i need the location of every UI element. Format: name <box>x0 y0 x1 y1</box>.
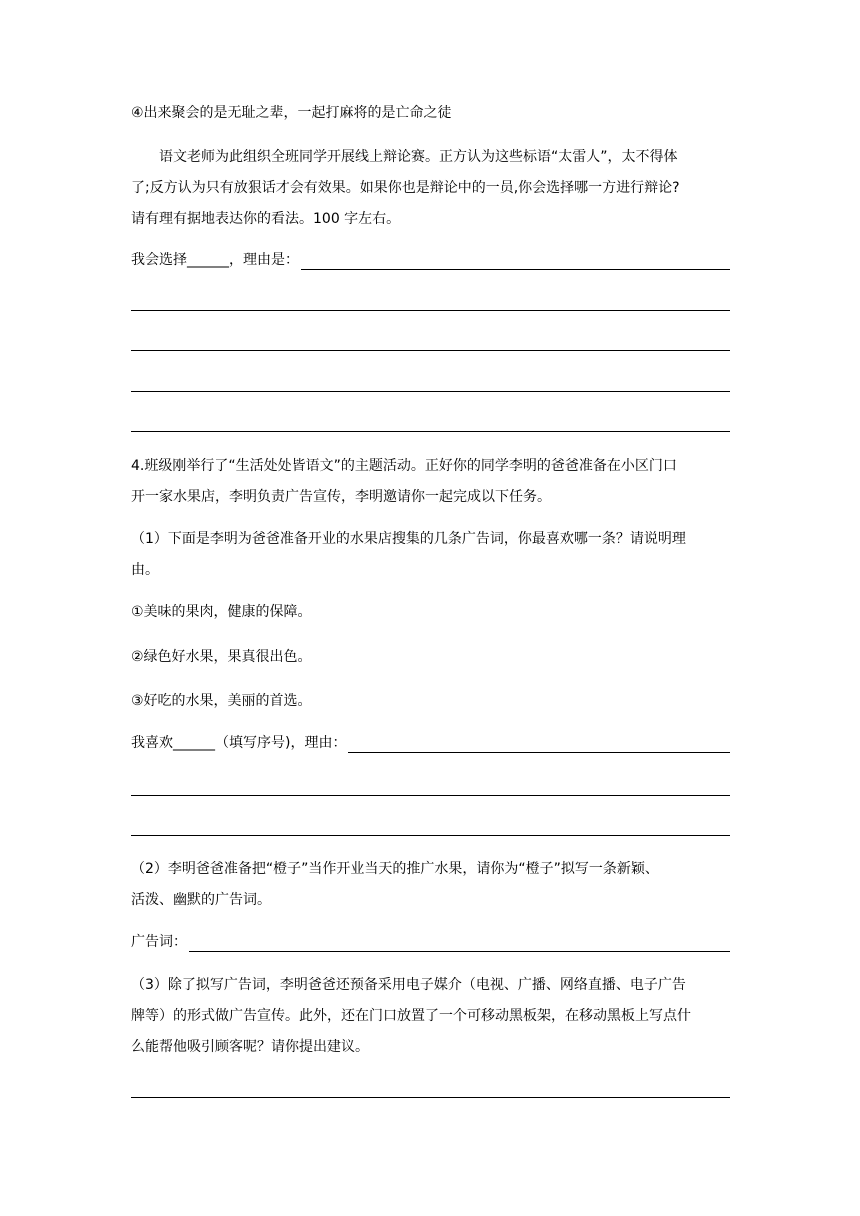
q3-answer-line[interactable] <box>301 251 730 270</box>
q3-prompt-line-3: 请有理有据地表达你的看法。100 字左右。 <box>131 211 401 227</box>
q4-part1-line-2: 由。 <box>131 562 159 578</box>
q4-part1-answer-line[interactable] <box>348 734 730 753</box>
q3-prompt-line-2: 了;反方认为只有放狠话才会有效果。如果你也是辩论中的一员,你会选择哪一方进行辩论? <box>131 180 680 196</box>
q4-part1-line-1: （1）下面是李明为爸爸准备开业的水果店搜集的几条广告词，你最喜欢哪一条？请说明理 <box>131 531 686 547</box>
q4-part2-answer-row <box>131 932 730 952</box>
q4-part2-answer-label: 广告词： <box>131 934 187 950</box>
q3-answer-line-5[interactable] <box>131 431 730 432</box>
q3-answer-label: 我会选择______，理由是： <box>131 252 299 268</box>
q4-part3-line-2: 牌等）的形式做广告宣传。此外，还在门口放置了一个可移动黑板架，在移动黑板上写点什 <box>131 1008 691 1024</box>
q3-answer-line-2[interactable] <box>131 310 730 311</box>
q4-part1-answer-line-2[interactable] <box>131 795 730 796</box>
q4-option-3: ③好吃的水果，美丽的首选。 <box>131 693 312 709</box>
q4-option-1: ①美味的果肉，健康的保障。 <box>131 604 312 620</box>
q4-intro-line-1: 4.班级刚举行了“生活处处皆语文”的主题活动。正好你的同学李明的爸爸准备在小区门口 <box>131 458 677 474</box>
q4-part1-answer-line-3[interactable] <box>131 835 730 836</box>
q3-answer-line-3[interactable] <box>131 350 730 351</box>
q4-part3-answer-line[interactable] <box>131 1097 730 1098</box>
q3-answer-row <box>131 250 730 270</box>
q4-part3-line-3: 么能帮他吸引顾客呢？请你提出建议。 <box>131 1039 369 1055</box>
q4-option-2: ②绿色好水果，果真很出色。 <box>131 649 312 665</box>
q3-prompt-line-1: 语文老师为此组织全班同学开展线上辩论赛。正方认为这些标语“太雷人”，太不得体 <box>159 149 678 165</box>
q3-answer-line-4[interactable] <box>131 391 730 392</box>
q3-item-4: ④出来聚会的是无耻之辈，一起打麻将的是亡命之徒 <box>131 105 452 121</box>
q4-part3-line-1: （3）除了拟写广告词，李明爸爸还预备采用电子媒介（电视、广播、网络直播、电子广告 <box>131 977 686 993</box>
q4-part2-line-2: 活泼、幽默的广告词。 <box>131 892 271 908</box>
q4-part1-answer-row <box>131 733 730 753</box>
q4-part1-answer-label: 我喜欢______（填写序号)，理由： <box>131 735 347 751</box>
q4-part2-answer-line[interactable] <box>189 933 730 952</box>
q4-intro-line-2: 开一家水果店，李明负责广告宣传，李明邀请你一起完成以下任务。 <box>131 489 551 505</box>
q4-part2-line-1: （2）李明爸爸准备把“橙子”当作开业当天的推广水果，请你为“橙子”拟写一条新颖、 <box>131 861 659 877</box>
